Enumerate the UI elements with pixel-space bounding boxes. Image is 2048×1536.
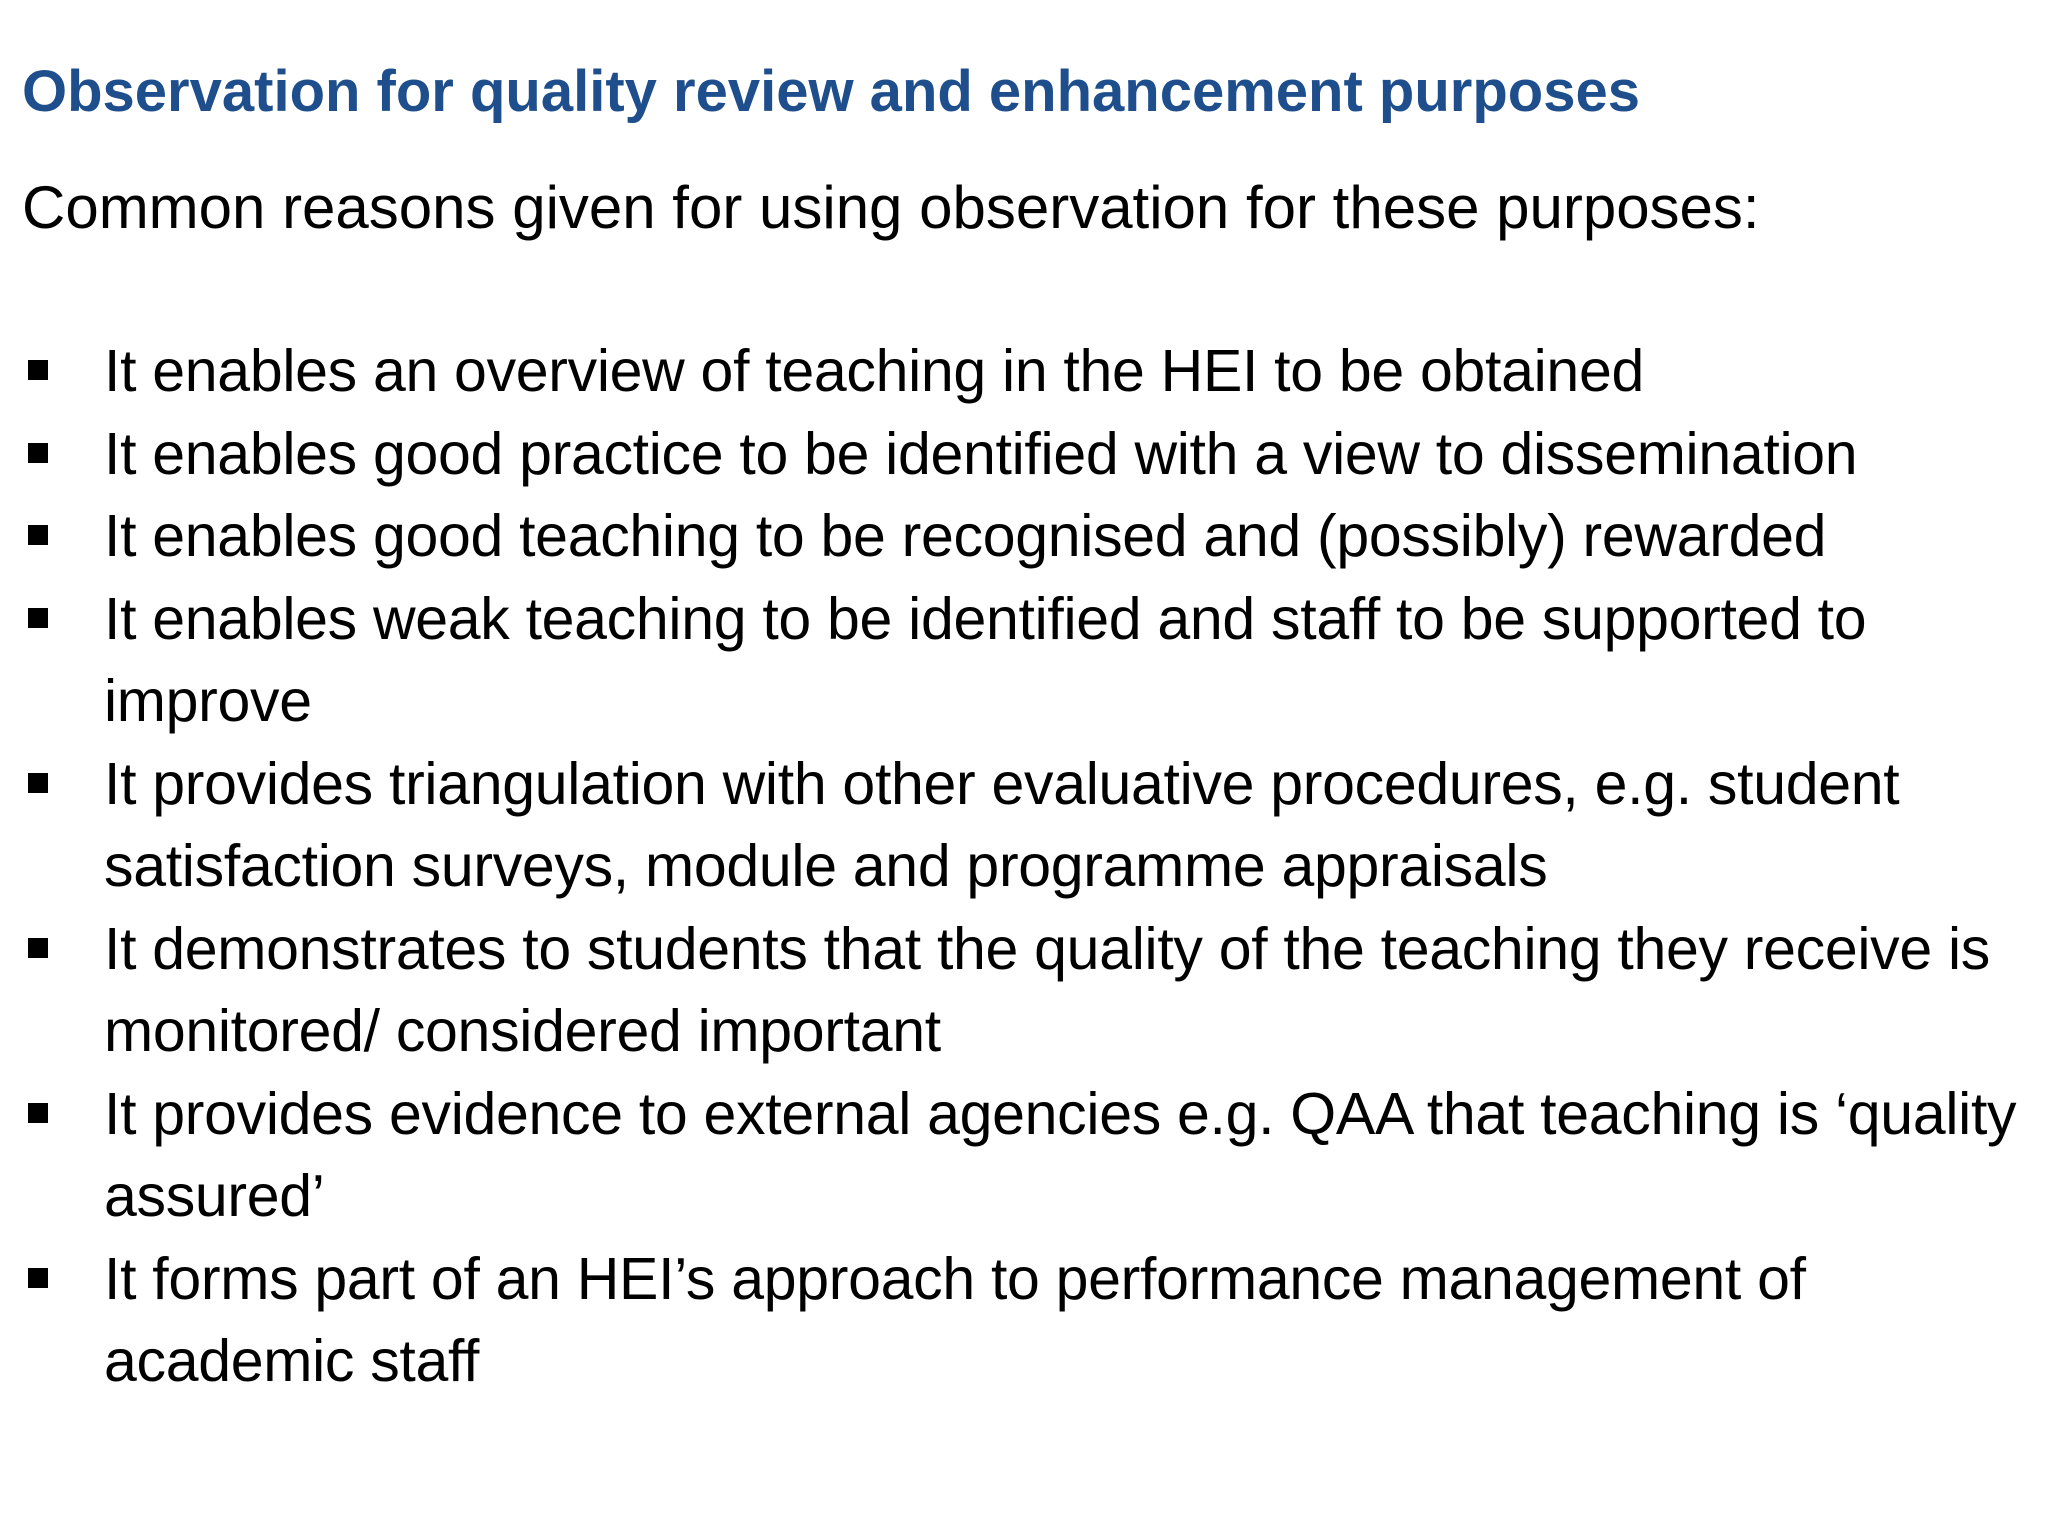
square-bullet-icon [28,360,48,380]
list-item-text: It enables good practice to be identified with a view to dissemination [104,420,1858,487]
list-item-text: It enables weak teaching to be identified and staff to be supported to improve [104,585,1867,734]
square-bullet-icon [28,773,48,793]
list-item [0,1073,2048,1238]
list-item-text: It forms part of an HEI’s approach to performance management of academic staff [104,1245,1806,1394]
list-item [0,908,2048,1073]
square-bullet-icon [28,1268,48,1288]
list-item [0,743,2048,908]
list-item [0,1238,2048,1403]
intro-text: Common reasons given for using observation for these purposes: [22,174,1760,241]
square-bullet-icon [28,938,48,958]
list-item [0,495,2048,578]
list-item-text: It demonstrates to students that the quality of the teaching they receive is monitored/ considered important [104,915,1990,1064]
list-item [0,330,2048,413]
square-bullet-icon [28,1103,48,1123]
slide-title: Observation for quality review and enhancement purposes [22,59,1640,124]
square-bullet-icon [28,608,48,628]
list-item-text: It provides triangulation with other evaluative procedures, e.g. student satisfaction surveys, module and programme appraisals [104,750,1900,899]
square-bullet-icon [28,525,48,545]
list-item [0,413,2048,496]
list-item-text: It enables good teaching to be recognised and (possibly) rewarded [104,503,1827,569]
square-bullet-icon [28,443,48,463]
list-item [0,578,2048,743]
bullet-list [0,330,2048,1403]
list-item-text: It enables an overview of teaching in the HEI to be obtained [104,338,1644,404]
list-item-text: It provides evidence to external agencies e.g. QAA that teaching is ‘quality assured’ [104,1080,2017,1229]
